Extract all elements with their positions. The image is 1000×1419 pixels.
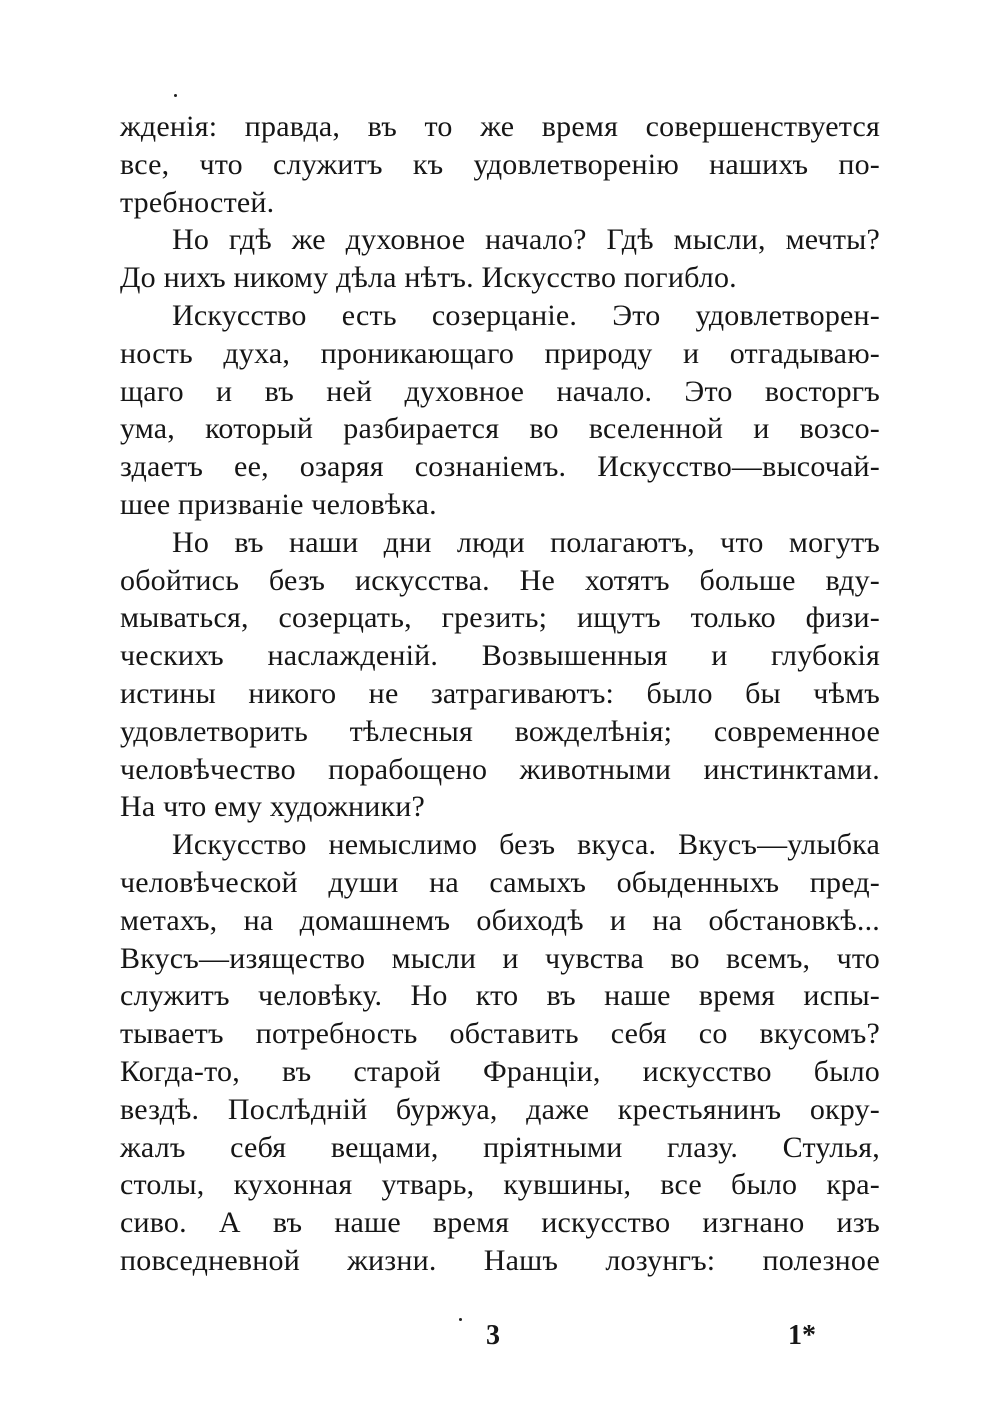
text-line: служитъ человѣку. Но кто въ наше время испы-	[120, 979, 880, 1013]
scan-speck	[174, 94, 177, 97]
text-line: удовлетворить тѣлесныя вожделѣнія; современное	[120, 714, 880, 748]
text-line: Когда-то, въ старой Франціи, искусство было	[120, 1054, 880, 1088]
text-line: Искусство немыслимо безъ вкуса. Вкусъ—улыбка	[172, 828, 880, 862]
text-line: ума, который разбирается во вселенной и возсо-	[120, 412, 880, 446]
text-line: человѣчество порабощено животными инстинктами.	[120, 752, 880, 786]
text-line: все, что служитъ къ удовлетворенію нашихъ по-	[120, 147, 880, 181]
text-line: вездѣ. Послѣдній буржуа, даже крестьянинъ окру-	[120, 1092, 880, 1126]
text-line: требностей.	[120, 185, 275, 219]
text-line: щаго и въ ней духовное начало. Это восторгъ	[120, 374, 880, 408]
text-line: человѣческой души на самыхъ обыденныхъ пред-	[120, 865, 880, 899]
text-line: На что ему художники?	[120, 790, 426, 824]
text-line: ность духа, проникающаго природу и отгадываю-	[120, 336, 880, 370]
text-line: сиво. А въ наше время искусство изгнано изъ	[120, 1206, 880, 1240]
text-line: жалъ себя вещами, пріятными глазу. Стулья,	[120, 1130, 880, 1164]
text-line: столы, кухонная утварь, кувшины, все было кра-	[120, 1168, 880, 1202]
text-line: повседневной жизни. Нашъ лозунгъ: полезное	[120, 1243, 880, 1277]
text-line: обойтись безъ искусства. Не хотятъ больше вду-	[120, 563, 880, 597]
text-line: Искусство есть созерцаніе. Это удовлетворен-	[172, 298, 880, 332]
text-line: шее призваніе человѣка.	[120, 487, 437, 521]
text-line: жденія: правда, въ то же время совершенствуется	[120, 110, 880, 143]
text-line: Вкусъ—изящество мысли и чувства во всемъ, что	[120, 941, 880, 975]
text-line: истины никого не затрагиваютъ: было бы чѣмъ	[120, 676, 880, 710]
text-line: мываться, созерцать, грезить; ищутъ только физи-	[120, 601, 880, 635]
text-line: ческихъ наслажденій. Возвышенныя и глубокія	[120, 639, 880, 673]
page-number: 3	[486, 1320, 500, 1351]
text-line: До нихъ никому дѣла нѣтъ. Искусство погибло.	[120, 261, 737, 295]
text-line: метахъ, на домашнемъ обиходѣ и на обстановкѣ...	[120, 903, 880, 937]
text-line: Но гдѣ же духовное начало? Гдѣ мысли, мечты?	[172, 223, 880, 257]
text-line: здаетъ ее, озаряя сознаніемъ. Искусство—высочай-	[120, 450, 880, 484]
signature-mark: 1*	[788, 1320, 816, 1351]
text-line: Но въ наши дни люди полагаютъ, что могутъ	[172, 525, 880, 559]
body-text	[120, 108, 880, 1280]
page-footer	[0, 1320, 1000, 1360]
text-line: тываетъ потребность обставить себя со вкусомъ?	[120, 1017, 880, 1051]
